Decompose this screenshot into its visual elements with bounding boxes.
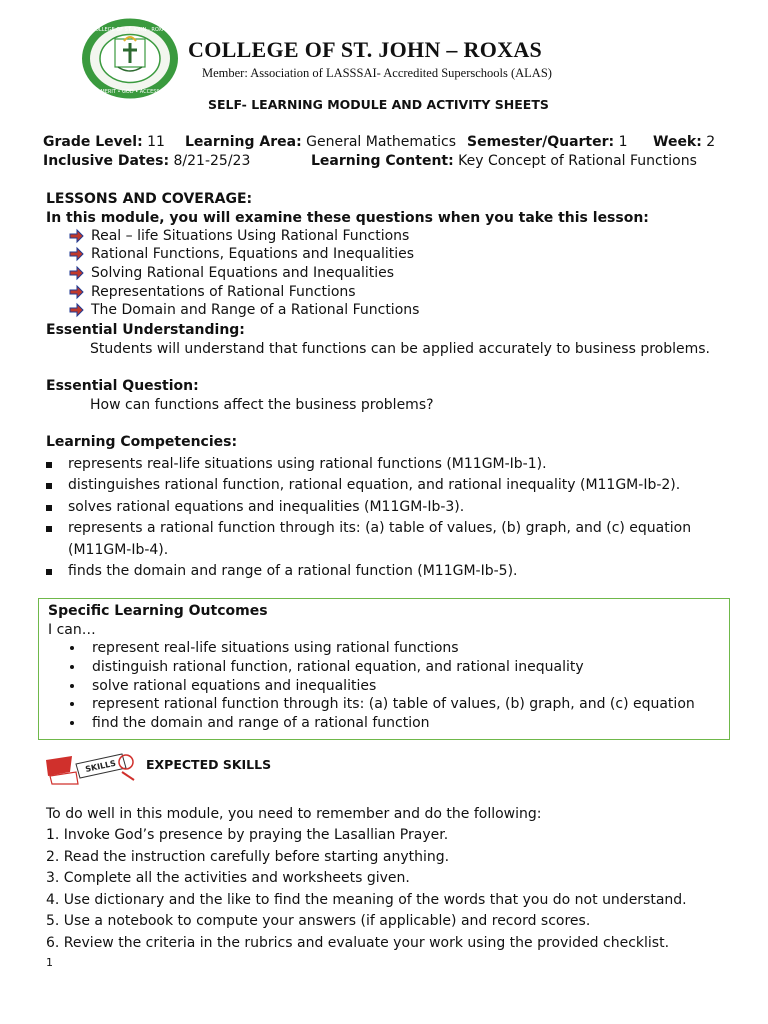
skill-item: 6. Review the criteria in the rubrics and evaluate your work using the provided checklist. <box>46 935 670 951</box>
outcome-item <box>70 640 459 656</box>
skill-item: 5. Use a notebook to compute your answers (if applicable) and record scores. <box>46 913 591 929</box>
semester-quarter <box>467 134 627 150</box>
content-value: Key Concept of Rational Functions <box>458 153 697 169</box>
outcome-item-label: find the domain and range of a rational function <box>92 715 430 731</box>
arrow-bullet-icon <box>68 228 84 244</box>
outcomes-heading: Specific Learning Outcomes <box>48 603 268 619</box>
skills-banner-icon <box>42 750 138 786</box>
module-title: SELF- LEARNING MODULE AND ACTIVITY SHEETS <box>208 97 549 112</box>
semester-label: Semester/Quarter: <box>467 134 615 150</box>
competency-item-label: represents a rational function through its: (a) table of values, (b) graph, and (c) equation <box>68 520 692 536</box>
school-name: COLLEGE OF ST. JOHN – ROXAS <box>188 37 543 62</box>
outcome-item <box>70 659 584 675</box>
outcome-item-label: solve rational equations and inequalities <box>92 678 377 694</box>
college-seal-icon <box>80 17 180 100</box>
learning-area-label: Learning Area: <box>185 134 302 150</box>
skill-item: 2. Read the instruction carefully before starting anything. <box>46 849 450 865</box>
skills-intro: To do well in this module, you need to remember and do the following: <box>46 806 542 822</box>
dot-bullet-icon <box>70 665 74 669</box>
dot-bullet-icon <box>70 646 74 650</box>
competency-item <box>46 477 680 493</box>
seal-bottom-text: MERIT • GOD • ACCESS <box>100 89 160 95</box>
lessons-intro: In this module, you will examine these questions when you take this lesson: <box>46 210 649 226</box>
week <box>653 134 715 150</box>
page-number: 1 <box>46 956 53 969</box>
learning-content <box>311 153 697 169</box>
competencies-heading: Learning Competencies: <box>46 434 238 450</box>
lessons-heading: LESSONS AND COVERAGE: <box>46 191 253 207</box>
competency-item-label: finds the domain and range of a rational function (M11GM-Ib-5). <box>68 563 518 579</box>
competency-item-label: distinguishes rational function, rational equation, and rational inequality (M11GM-Ib-2). <box>68 477 681 493</box>
arrow-bullet-icon <box>68 265 84 281</box>
grade-level-label: Grade Level: <box>43 134 143 150</box>
lesson-item <box>68 284 356 300</box>
competency-item <box>46 563 517 579</box>
square-bullet-icon <box>46 462 52 468</box>
competency-item-label: represents real-life situations using rational functions (M11GM-Ib-1). <box>68 456 547 472</box>
competency-item <box>46 456 547 472</box>
week-value: 2 <box>706 134 716 150</box>
question-heading: Essential Question: <box>46 378 199 394</box>
skill-item: 4. Use dictionary and the like to find the meaning of the words that you do not understand. <box>46 892 687 908</box>
membership-line: Member: Association of LASSSAI- Accredited Superschools (ALAS) <box>202 66 552 80</box>
lesson-item <box>68 228 409 244</box>
lesson-item-label: Rational Functions, Equations and Inequalities <box>91 246 415 262</box>
square-bullet-icon <box>46 483 52 489</box>
understanding-text: Students will understand that functions can be applied accurately to business problems. <box>90 341 710 357</box>
competency-item-label: solves rational equations and inequalities (M11GM-Ib-3). <box>68 499 465 515</box>
outcome-item <box>70 696 695 712</box>
outcome-item-label: represent rational function through its: (a) table of values, (b) graph, and (c) equation <box>92 696 695 712</box>
week-label: Week: <box>653 134 702 150</box>
learning-area-value: General Mathematics <box>306 134 456 150</box>
content-label: Learning Content: <box>311 153 454 169</box>
lesson-item-label: Representations of Rational Functions <box>91 284 356 300</box>
arrow-bullet-icon <box>68 246 84 262</box>
dot-bullet-icon <box>70 684 74 688</box>
outcome-item <box>70 678 376 694</box>
grade-level-value: 11 <box>147 134 165 150</box>
arrow-bullet-icon <box>68 284 84 300</box>
semester-value: 1 <box>618 134 628 150</box>
skill-item: 3. Complete all the activities and worksheets given. <box>46 870 410 886</box>
seal-top-text: COLLEGE OF ST. JOHN - ROXAS <box>91 27 169 33</box>
outcome-item-label: represent real-life situations using rational functions <box>92 640 459 656</box>
square-bullet-icon <box>46 505 52 511</box>
grade-level <box>43 134 165 150</box>
skills-ribbon-text: SKILLS <box>84 758 117 774</box>
lesson-item-label: Solving Rational Equations and Inequalities <box>91 265 395 281</box>
outcome-item-label: distinguish rational function, rational equation, and rational inequality <box>92 659 584 675</box>
square-bullet-icon <box>46 569 52 575</box>
lesson-item <box>68 265 394 281</box>
skills-heading: EXPECTED SKILLS <box>146 757 272 772</box>
lesson-item <box>68 302 419 318</box>
lesson-item <box>68 246 414 262</box>
inclusive-dates <box>43 153 250 169</box>
skill-item: 1. Invoke God’s presence by praying the Lasallian Prayer. <box>46 827 449 843</box>
lesson-item-label: The Domain and Range of a Rational Functions <box>91 302 420 318</box>
dates-value: 8/21-25/23 <box>173 153 251 169</box>
lesson-item-label: Real – life Situations Using Rational Functions <box>91 228 410 244</box>
understanding-heading: Essential Understanding: <box>46 322 245 338</box>
dot-bullet-icon <box>70 702 74 706</box>
learning-area <box>185 134 456 150</box>
competency-item <box>46 520 691 536</box>
question-text: How can functions affect the business problems? <box>90 397 434 413</box>
outcomes-intro: I can… <box>48 622 96 638</box>
outcome-item <box>70 715 430 731</box>
dot-bullet-icon <box>70 721 74 725</box>
competency-item <box>46 499 464 515</box>
arrow-bullet-icon <box>68 302 84 318</box>
competency-continuation: (M11GM-Ib-4). <box>68 542 169 558</box>
square-bullet-icon <box>46 526 52 532</box>
dates-label: Inclusive Dates: <box>43 153 170 169</box>
